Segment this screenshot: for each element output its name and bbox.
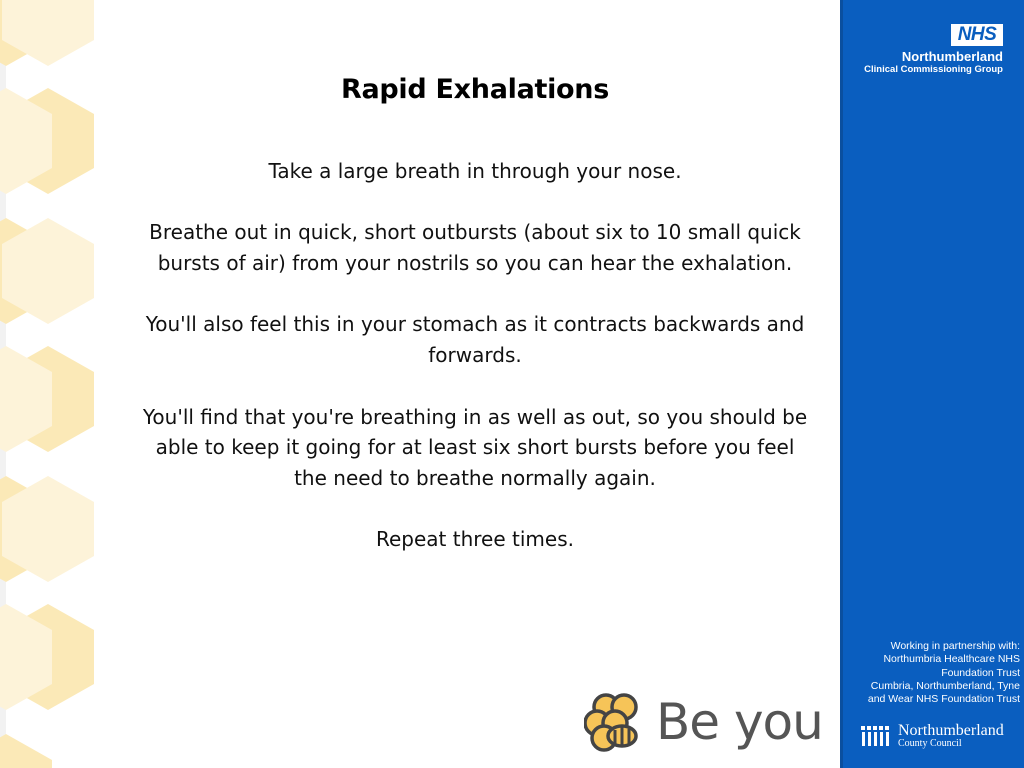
- campaign-wordmark: Be you: [656, 693, 823, 751]
- partnership-line: Working in partnership with:: [890, 640, 1020, 652]
- hexagon-pattern: [0, 0, 100, 768]
- instruction-paragraph: Repeat three times.: [376, 527, 574, 552]
- slide-content: [110, 0, 840, 768]
- council-name: Northumberland: [898, 722, 1004, 739]
- nhs-logo: NHS: [951, 24, 1003, 46]
- instruction-paragraph: You'll find that you're breathing in as well as out, so you should be able to keep it going for at least six short bursts before you feel the need to breathe normally again.: [142, 404, 808, 490]
- instructions: [140, 156, 810, 555]
- instruction-paragraph: Breathe out in quick, short outbursts (about six to 10 small quick bursts of air) from your nostrils so you can hear the exhalation.: [149, 220, 801, 276]
- council-subtitle: County Council: [898, 738, 962, 749]
- org-name: Northumberland: [901, 49, 1003, 64]
- partnership-line: Cumbria, Northumberland, Tyne: [870, 679, 1020, 692]
- instruction-paragraph: You'll also feel this in your stomach as it contracts backwards and forwards.: [145, 312, 805, 368]
- council-crest-icon: [861, 724, 893, 748]
- nhs-sidebar: [840, 0, 1024, 768]
- bee-logo-icon: [584, 690, 646, 754]
- instruction-paragraph: Take a large breath in through your nose.: [268, 159, 682, 183]
- page-title: Rapid Exhalations: [341, 74, 609, 105]
- partnership-line: Foundation Trust: [941, 666, 1020, 679]
- org-subtitle: Clinical Commissioning Group: [864, 64, 1003, 75]
- partnership-text: [842, 640, 1020, 706]
- partnership-line: and Wear NHS Foundation Trust: [867, 693, 1020, 706]
- partnership-line: Northumbria Healthcare NHS: [883, 653, 1020, 666]
